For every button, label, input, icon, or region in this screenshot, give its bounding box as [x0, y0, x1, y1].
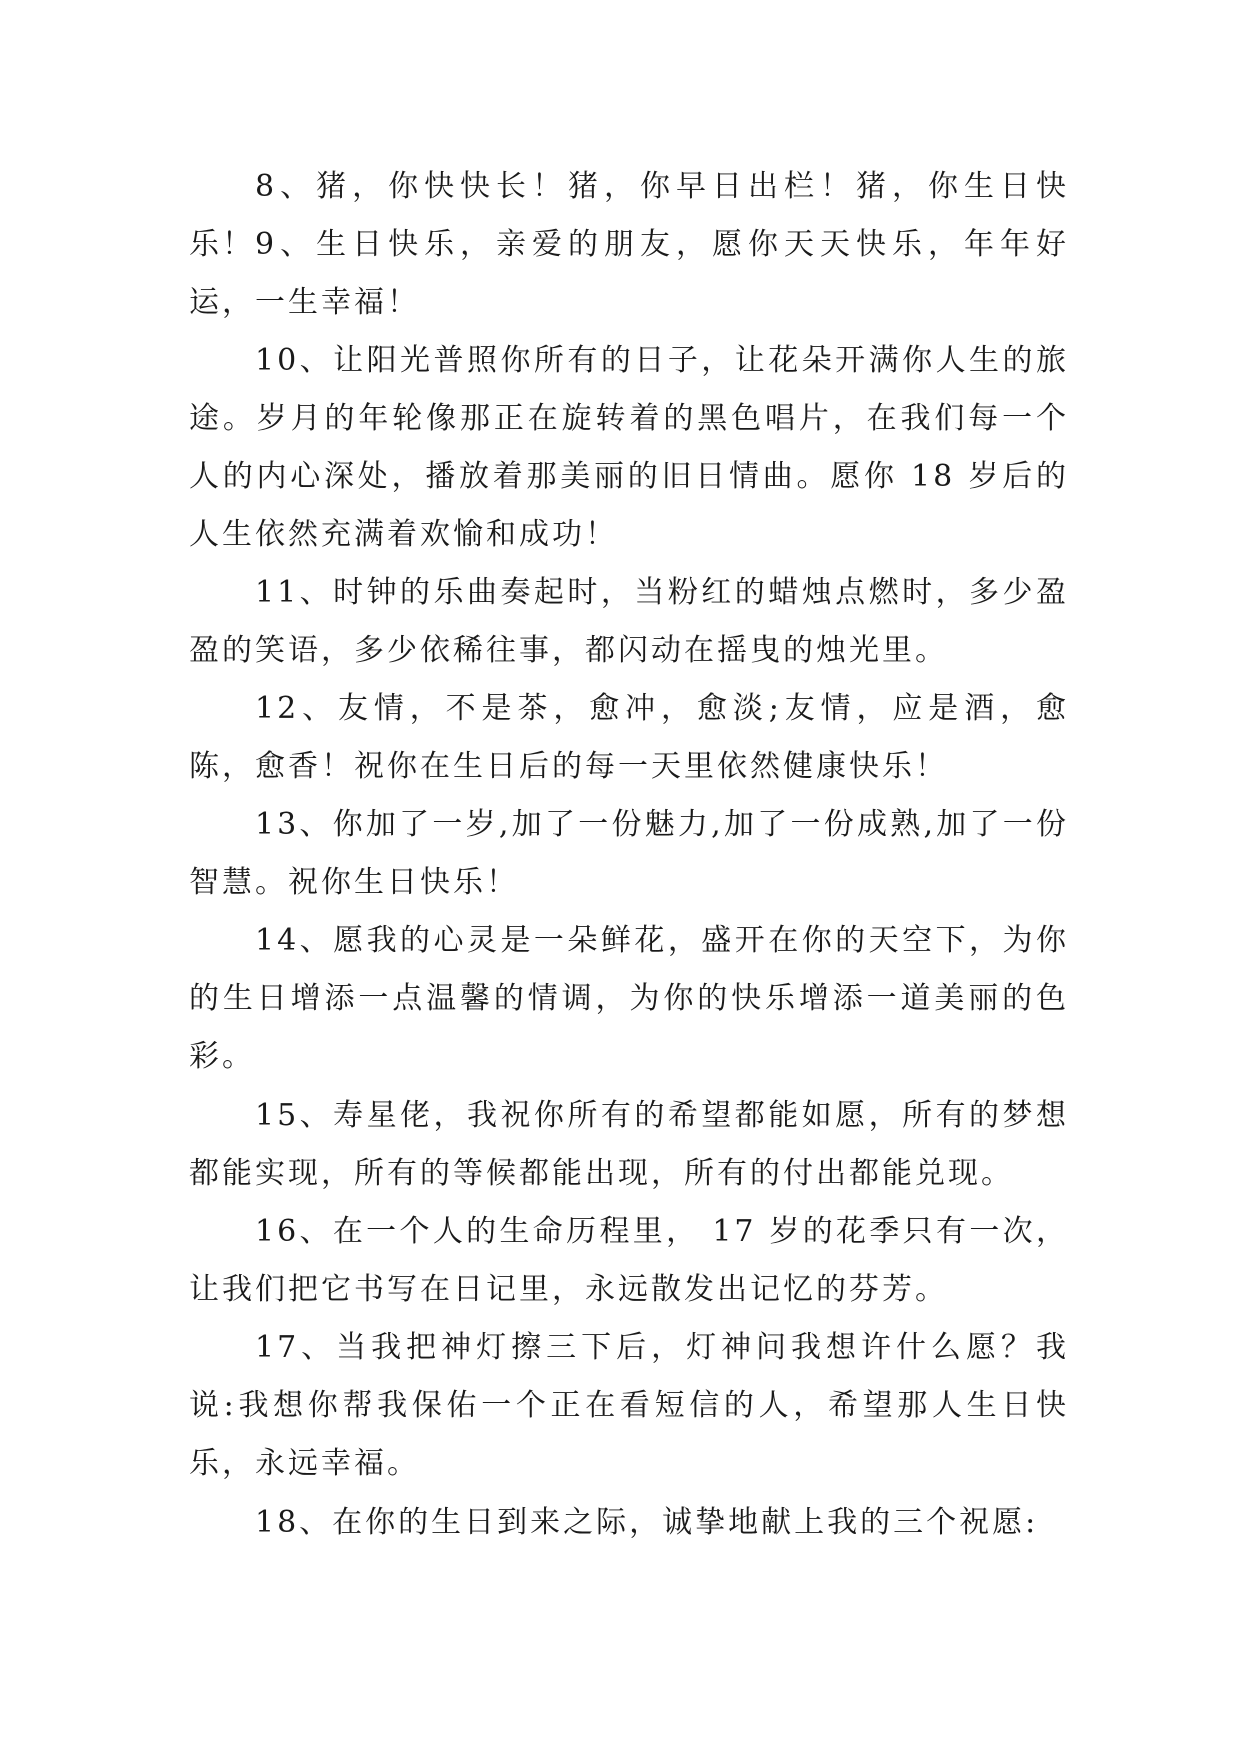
paragraph-10: 10、让阳光普照你所有的日子，让花朵开满你人生的旅途。岁月的年轮像那正在旋转着的黑色唱片，在我们每一个人的内心深处，播放着那美丽的旧日情曲。愿你 18 岁后的人生依然充满着欢愉和成功！	[189, 343, 1069, 552]
paragraph-12: 12、友情，不是茶，愈冲，愈淡;友情，应是酒，愈陈，愈香！祝你在生日后的每一天里依然健康快乐！	[189, 691, 1069, 784]
paragraph-17: 17、当我把神灯擦三下后，灯神问我想许什么愿？我说:我想你帮我保佑一个正在看短信的人，希望那人生日快乐，永远幸福。	[189, 1330, 1069, 1481]
paragraph-11: 11、时钟的乐曲奏起时，当粉红的蜡烛点燃时，多少盈盈的笑语，多少依稀往事，都闪动在摇曳的烛光里。	[189, 575, 1069, 668]
paragraph-13: 13、你加了一岁,加了一份魅力,加了一份成熟,加了一份智慧。祝你生日快乐！	[189, 807, 1069, 900]
paragraph-18: 18、在你的生日到来之际，诚挚地献上我的三个祝愿:	[255, 1505, 1039, 1540]
paragraph-14: 14、愿我的心灵是一朵鲜花，盛开在你的天空下，为你的生日增添一点温馨的情调，为你的快乐增添一道美丽的色彩。	[189, 923, 1069, 1074]
paragraph-16: 16、在一个人的生命历程里， 17 岁的花季只有一次，让我们把它书写在日记里，永远散发出记忆的芬芳。	[189, 1214, 1069, 1307]
paragraph-15: 15、寿星佬，我祝你所有的希望都能如愿，所有的梦想都能实现，所有的等候都能出现，所有的付出都能兑现。	[189, 1098, 1069, 1191]
paragraph-8: 8、猪，你快快长！猪，你早日出栏！猪，你生日快乐！	[189, 169, 1069, 262]
paragraph-9: 9、生日快乐，亲爱的朋友，愿你天天快乐，年年好运，一生幸福！	[189, 227, 1069, 320]
